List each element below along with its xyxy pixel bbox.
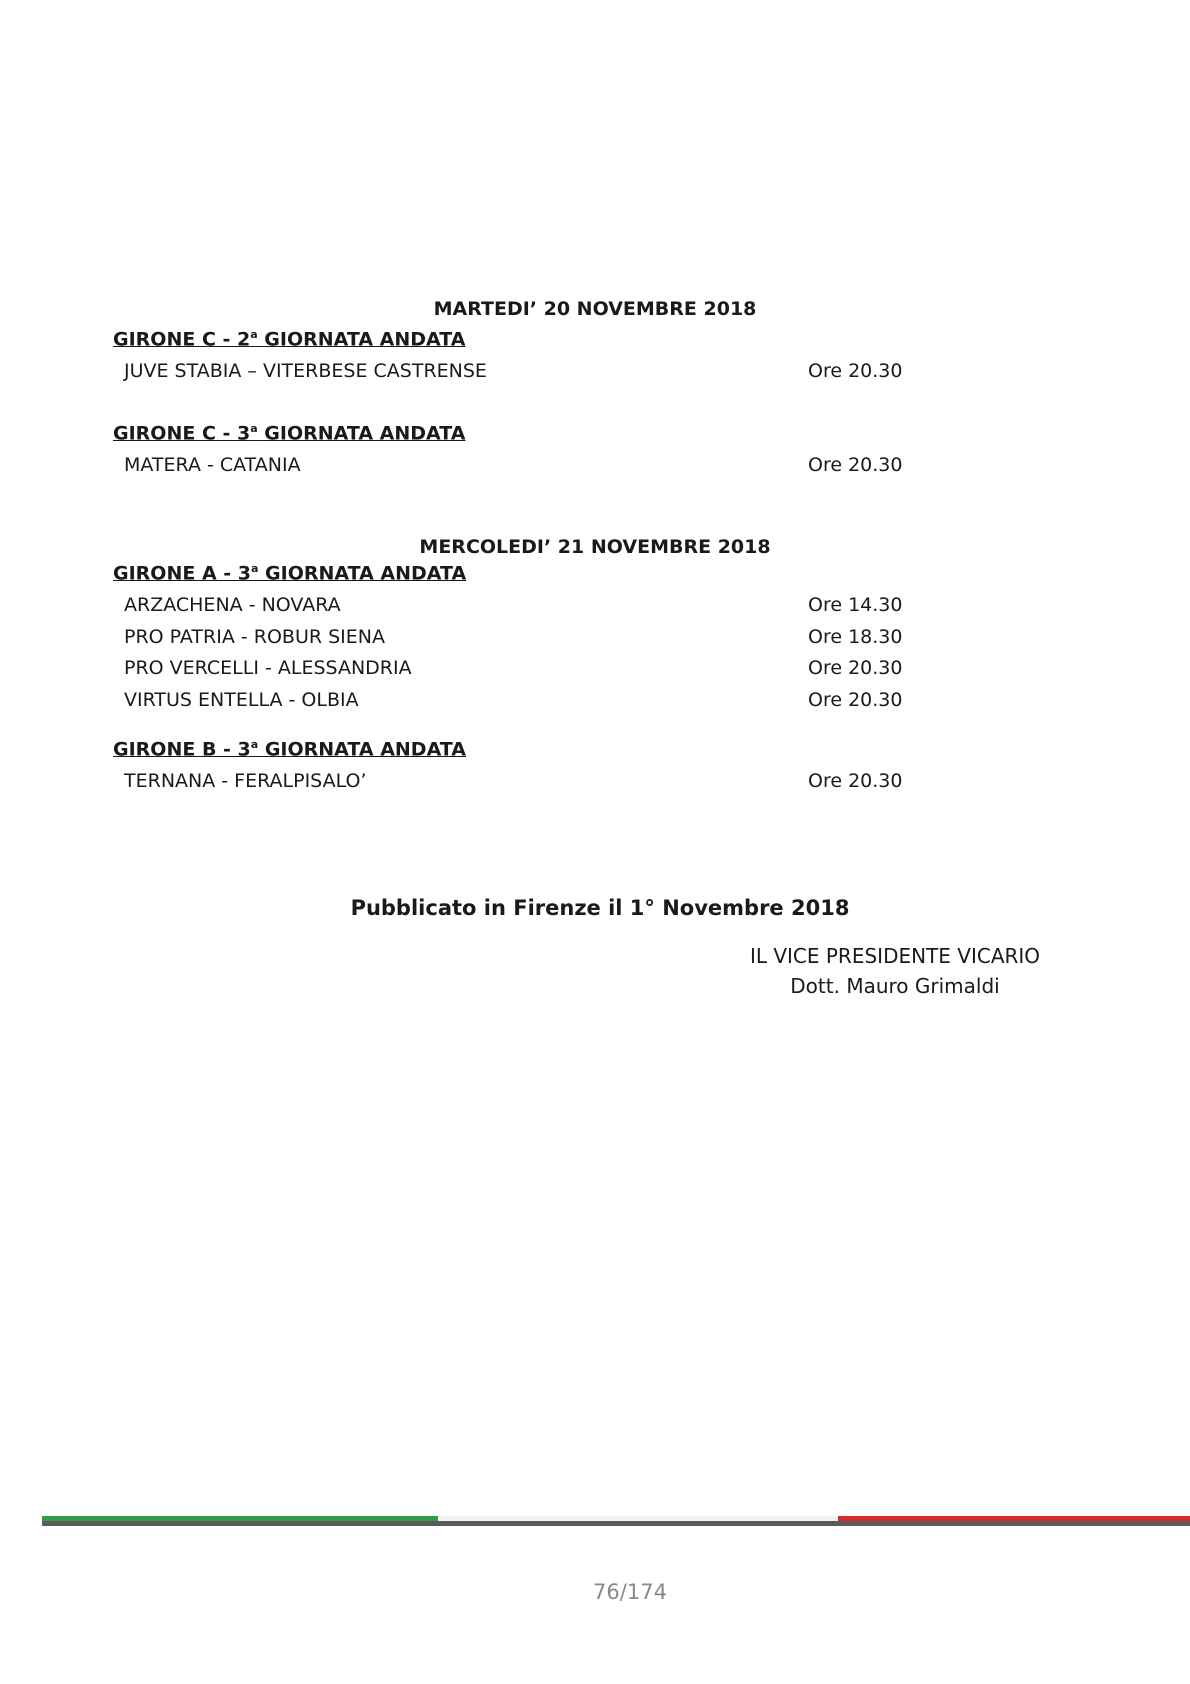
match-time: Ore 14.30 — [808, 594, 903, 616]
girone-heading — [113, 738, 466, 760]
girone-heading — [113, 562, 466, 584]
girone-label: GIRONE C - 3 — [113, 422, 251, 445]
match-teams: MATERA - CATANIA — [124, 454, 301, 476]
girone-sup: a — [250, 422, 258, 435]
girone-sup: a — [250, 562, 259, 575]
match-teams: PRO PATRIA - ROBUR SIENA — [124, 626, 385, 648]
girone-heading — [113, 422, 465, 444]
match-teams: JUVE STABIA – VITERBESE CASTRENSE — [124, 360, 487, 382]
girone-sup: a — [250, 738, 259, 751]
match-time: Ore 20.30 — [808, 657, 903, 679]
girone-label-suffix: GIORNATA ANDATA — [257, 422, 466, 445]
tricolor-divider — [42, 1516, 1190, 1527]
signature-title: IL VICE PRESIDENTE VICARIO — [749, 944, 1041, 968]
girone-heading — [113, 328, 465, 350]
girone-label-suffix: GIORNATA ANDATA — [257, 328, 466, 351]
match-time: Ore 20.30 — [808, 454, 903, 476]
publication-note: Pubblicato in Firenze il 1° Novembre 2018 — [350, 896, 850, 920]
divider-base-line — [42, 1521, 1190, 1526]
girone-label: GIRONE C - 2 — [113, 328, 251, 351]
match-time: Ore 20.30 — [808, 689, 903, 711]
match-time: Ore 20.30 — [808, 360, 903, 382]
girone-label-suffix: GIORNATA ANDATA — [258, 562, 467, 585]
girone-label: GIRONE B - 3 — [113, 738, 251, 761]
signature-name: Dott. Mauro Grimaldi — [790, 974, 1000, 998]
page-number: 76/174 — [593, 1580, 667, 1604]
girone-label: GIRONE A - 3 — [113, 562, 251, 585]
date-heading: MERCOLEDI’ 21 NOVEMBRE 2018 — [419, 536, 771, 558]
match-teams: PRO VERCELLI - ALESSANDRIA — [124, 657, 412, 679]
match-teams: ARZACHENA - NOVARA — [124, 594, 341, 616]
girone-label-suffix: GIORNATA ANDATA — [258, 738, 466, 761]
girone-sup: a — [250, 328, 258, 341]
match-teams: TERNANA - FERALPISALO’ — [124, 770, 367, 792]
match-teams: VIRTUS ENTELLA - OLBIA — [124, 689, 359, 711]
match-time: Ore 20.30 — [808, 770, 903, 792]
date-heading: MARTEDI’ 20 NOVEMBRE 2018 — [433, 298, 757, 320]
match-time: Ore 18.30 — [808, 626, 903, 648]
